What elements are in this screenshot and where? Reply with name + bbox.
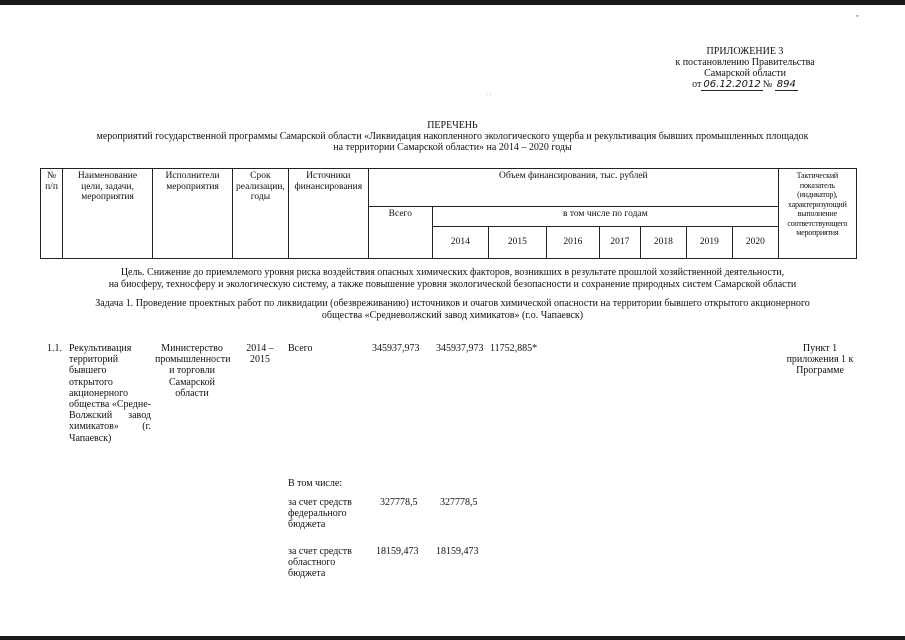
col-total-header: Всего [368,207,432,259]
heading-title: ПЕРЕЧЕНЬ [427,120,478,131]
col-year-2017: 2017 [599,227,640,259]
handwritten-date: 06.12.2012 [703,79,761,90]
regional-source: за счет средств областного бюджета [288,546,352,580]
task-line1: Задача 1. Проведение проектных работ по ликвидации (обезвреживанию) источников и очагов химической опасности на территории бывшего открытого акционерного [95,298,810,309]
item-2015: 11752,885* [490,343,538,354]
goal-line1: Цель. Снижение до приемлемого уровня риска воздействия опасных химических факторов, возникших в результате прошлой хозяйственной деятельности, [120,267,785,278]
heading-line2: на территории Самарской области» на 2014 – 2020 годы [333,142,572,153]
appendix-line3: Самарской области [704,68,786,79]
item-executor: Министерство промышленности и торговли Самарской области [155,343,231,399]
including-label: В том числе: [288,478,343,489]
task-statement [40,298,865,321]
date-prefix: от [692,79,702,90]
col-year-2019: 2019 [686,227,732,259]
federal-total: 327778,5 [380,497,418,508]
header-table [40,168,857,259]
goal-line2: на биосферу, техносферу и экологическую систему, а также повышение уровня экологической безопасности и сохранение природных систем Самарской области [108,278,797,290]
scan-dots: · · [486,92,492,98]
col-year-2016: 2016 [546,227,599,259]
handwritten-number: 894 [776,79,796,90]
col-term-header: Срок реализации, годы [233,169,289,259]
item-name: Рекультивация территорий бывшего открытого акционерного общества «Средне-Волжский завод химикатов» (г. Чапаевск) [69,343,151,444]
scan-top-edge [0,0,905,5]
item-indicator: Пункт 1 приложения 1 к Программе [786,343,854,377]
federal-source: за счет средств федерального бюджета [288,497,352,531]
item-source: Всего [288,343,313,354]
col-indicator-header: Тактический показатель (индикатор), характеризующий выполнение соответствующего мероприятия [778,169,856,259]
col-name-header: Наименование цели, задачи, мероприятия [63,169,153,259]
col-year-2018: 2018 [640,227,686,259]
col-num-header: № п/п [41,169,63,259]
regional-2014: 18159,473 [436,546,479,557]
appendix-date-line [692,79,798,90]
col-volume-header: Объем финансирования, тыс. рублей [368,169,778,207]
number-sign: № [762,79,773,90]
col-exec-header: Исполнители мероприятия [153,169,233,259]
heading-line1: мероприятий государственной программы Самарской области «Ликвидация накопленного экологического ущерба и рекультивация бывших промышленных площадок [96,131,809,142]
col-years-group-header: в том числе по годам [432,207,778,227]
item-number: 1.1. [47,343,62,354]
col-year-2014: 2014 [432,227,488,259]
task-line2: общества «Средневолжский завод химикатов» (г.о. Чапаевск) [321,309,584,321]
regional-total: 18159,473 [376,546,419,557]
item-total: 345937,973 [372,343,420,354]
document-heading [40,120,865,153]
appendix-line2: к постановлению Правительства [675,57,815,68]
scan-bottom-edge [0,636,905,640]
goal-statement [40,267,865,290]
appendix-block [640,46,850,90]
item-term: 2014 – 2015 [246,343,274,366]
col-year-2015: 2015 [488,227,546,259]
col-year-2020: 2020 [732,227,778,259]
federal-2014: 327778,5 [440,497,478,508]
appendix-title: ПРИЛОЖЕНИЕ 3 [706,46,784,57]
col-source-header: Источники финансирования [288,169,368,259]
item-2014: 345937,973 [436,343,484,354]
scan-speck: ˇ [856,14,859,23]
